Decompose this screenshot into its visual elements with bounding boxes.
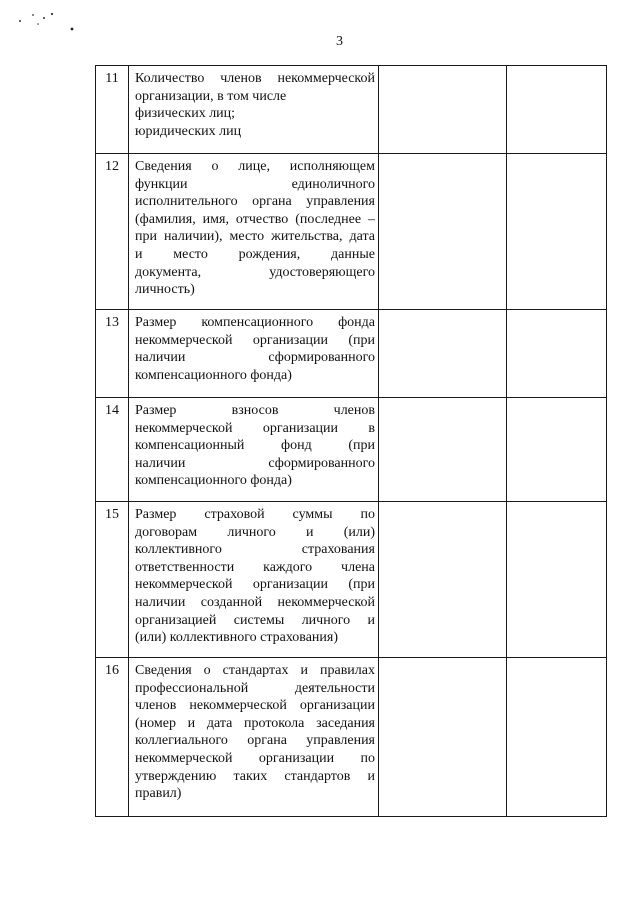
description-line: наличии сформированного xyxy=(135,455,375,471)
description-line: некоммерческой организации в xyxy=(135,420,375,436)
row-description xyxy=(129,154,379,310)
table-row xyxy=(96,310,607,398)
description-line: и место рождения, данные xyxy=(135,246,375,262)
description-line: (фамилия, имя, отчество (последнее – xyxy=(135,211,375,227)
description-line: Сведения о лице, исполняющем xyxy=(135,159,375,174)
empty-cell xyxy=(379,502,507,658)
description-line: физических лиц; xyxy=(135,106,236,122)
description-line: профессиональной деятельности xyxy=(135,680,375,696)
description-line: компенсационный фонд (при xyxy=(135,438,375,454)
description-line: наличии созданной некоммерческой xyxy=(135,594,375,610)
table-row xyxy=(96,658,607,817)
data-table xyxy=(95,65,607,817)
row-number: 15 xyxy=(96,502,129,658)
description-line: некоммерческой организации (при xyxy=(135,332,375,348)
description-line: исполнительного органа управления xyxy=(135,194,375,210)
empty-cell xyxy=(507,502,607,658)
row-description xyxy=(129,658,379,817)
empty-cell xyxy=(507,154,607,310)
table-row xyxy=(96,66,607,154)
table-row xyxy=(96,154,607,310)
row-description xyxy=(129,502,379,658)
description-line: наличии сформированного xyxy=(135,350,375,366)
description-line: правил) xyxy=(135,786,182,802)
description-line: Сведения о стандартах и правилах xyxy=(135,663,375,678)
empty-cell xyxy=(507,658,607,817)
description-line: юридических лиц xyxy=(135,123,242,139)
description-line: документа, удостоверяющего xyxy=(135,264,375,280)
description-line: членов некоммерческой организации xyxy=(135,698,375,714)
row-number: 11 xyxy=(96,66,129,154)
row-description xyxy=(129,66,379,154)
description-line: договорам личного и (или) xyxy=(135,524,375,540)
empty-cell xyxy=(379,658,507,817)
row-number: 12 xyxy=(96,154,129,310)
empty-cell xyxy=(379,66,507,154)
table-row xyxy=(96,502,607,658)
description-line: коллективного страхования xyxy=(135,542,375,558)
description-line: коллегиального органа управления xyxy=(135,733,375,749)
empty-cell xyxy=(507,310,607,398)
empty-cell xyxy=(507,66,607,154)
page-number: 3 xyxy=(336,34,343,49)
empty-cell xyxy=(379,310,507,398)
description-line: некоммерческой организации (при xyxy=(135,577,375,593)
description-line: организацией системы личного и xyxy=(135,612,375,628)
row-number: 13 xyxy=(96,310,129,398)
description-line: (номер и дата протокола заседания xyxy=(135,715,375,731)
empty-cell xyxy=(379,398,507,502)
description-line: (или) коллективного страхования) xyxy=(135,630,339,646)
description-line: ответственности каждого члена xyxy=(135,559,375,575)
scan-specks xyxy=(0,0,90,40)
description-line: Размер взносов членов xyxy=(135,403,375,418)
description-line: личность) xyxy=(135,282,195,298)
description-line: компенсационного фонда) xyxy=(135,473,292,489)
empty-cell xyxy=(507,398,607,502)
empty-cell xyxy=(379,154,507,310)
description-line: Количество членов некоммерческой xyxy=(135,71,375,86)
description-line: утверждению таких стандартов и xyxy=(135,768,375,784)
description-line: организации, в том числе xyxy=(135,88,287,104)
row-number: 14 xyxy=(96,398,129,502)
description-line: при наличии), место жительства, дата xyxy=(135,229,375,245)
description-line: некоммерческой организации по xyxy=(135,750,375,766)
description-line: компенсационного фонда) xyxy=(135,367,292,383)
row-description xyxy=(129,310,379,398)
table-row xyxy=(96,398,607,502)
description-line: Размер страховой суммы по xyxy=(135,507,375,522)
row-number: 16 xyxy=(96,658,129,817)
description-line: функции единоличного xyxy=(135,176,375,192)
description-line: Размер компенсационного фонда xyxy=(135,315,375,330)
row-description xyxy=(129,398,379,502)
